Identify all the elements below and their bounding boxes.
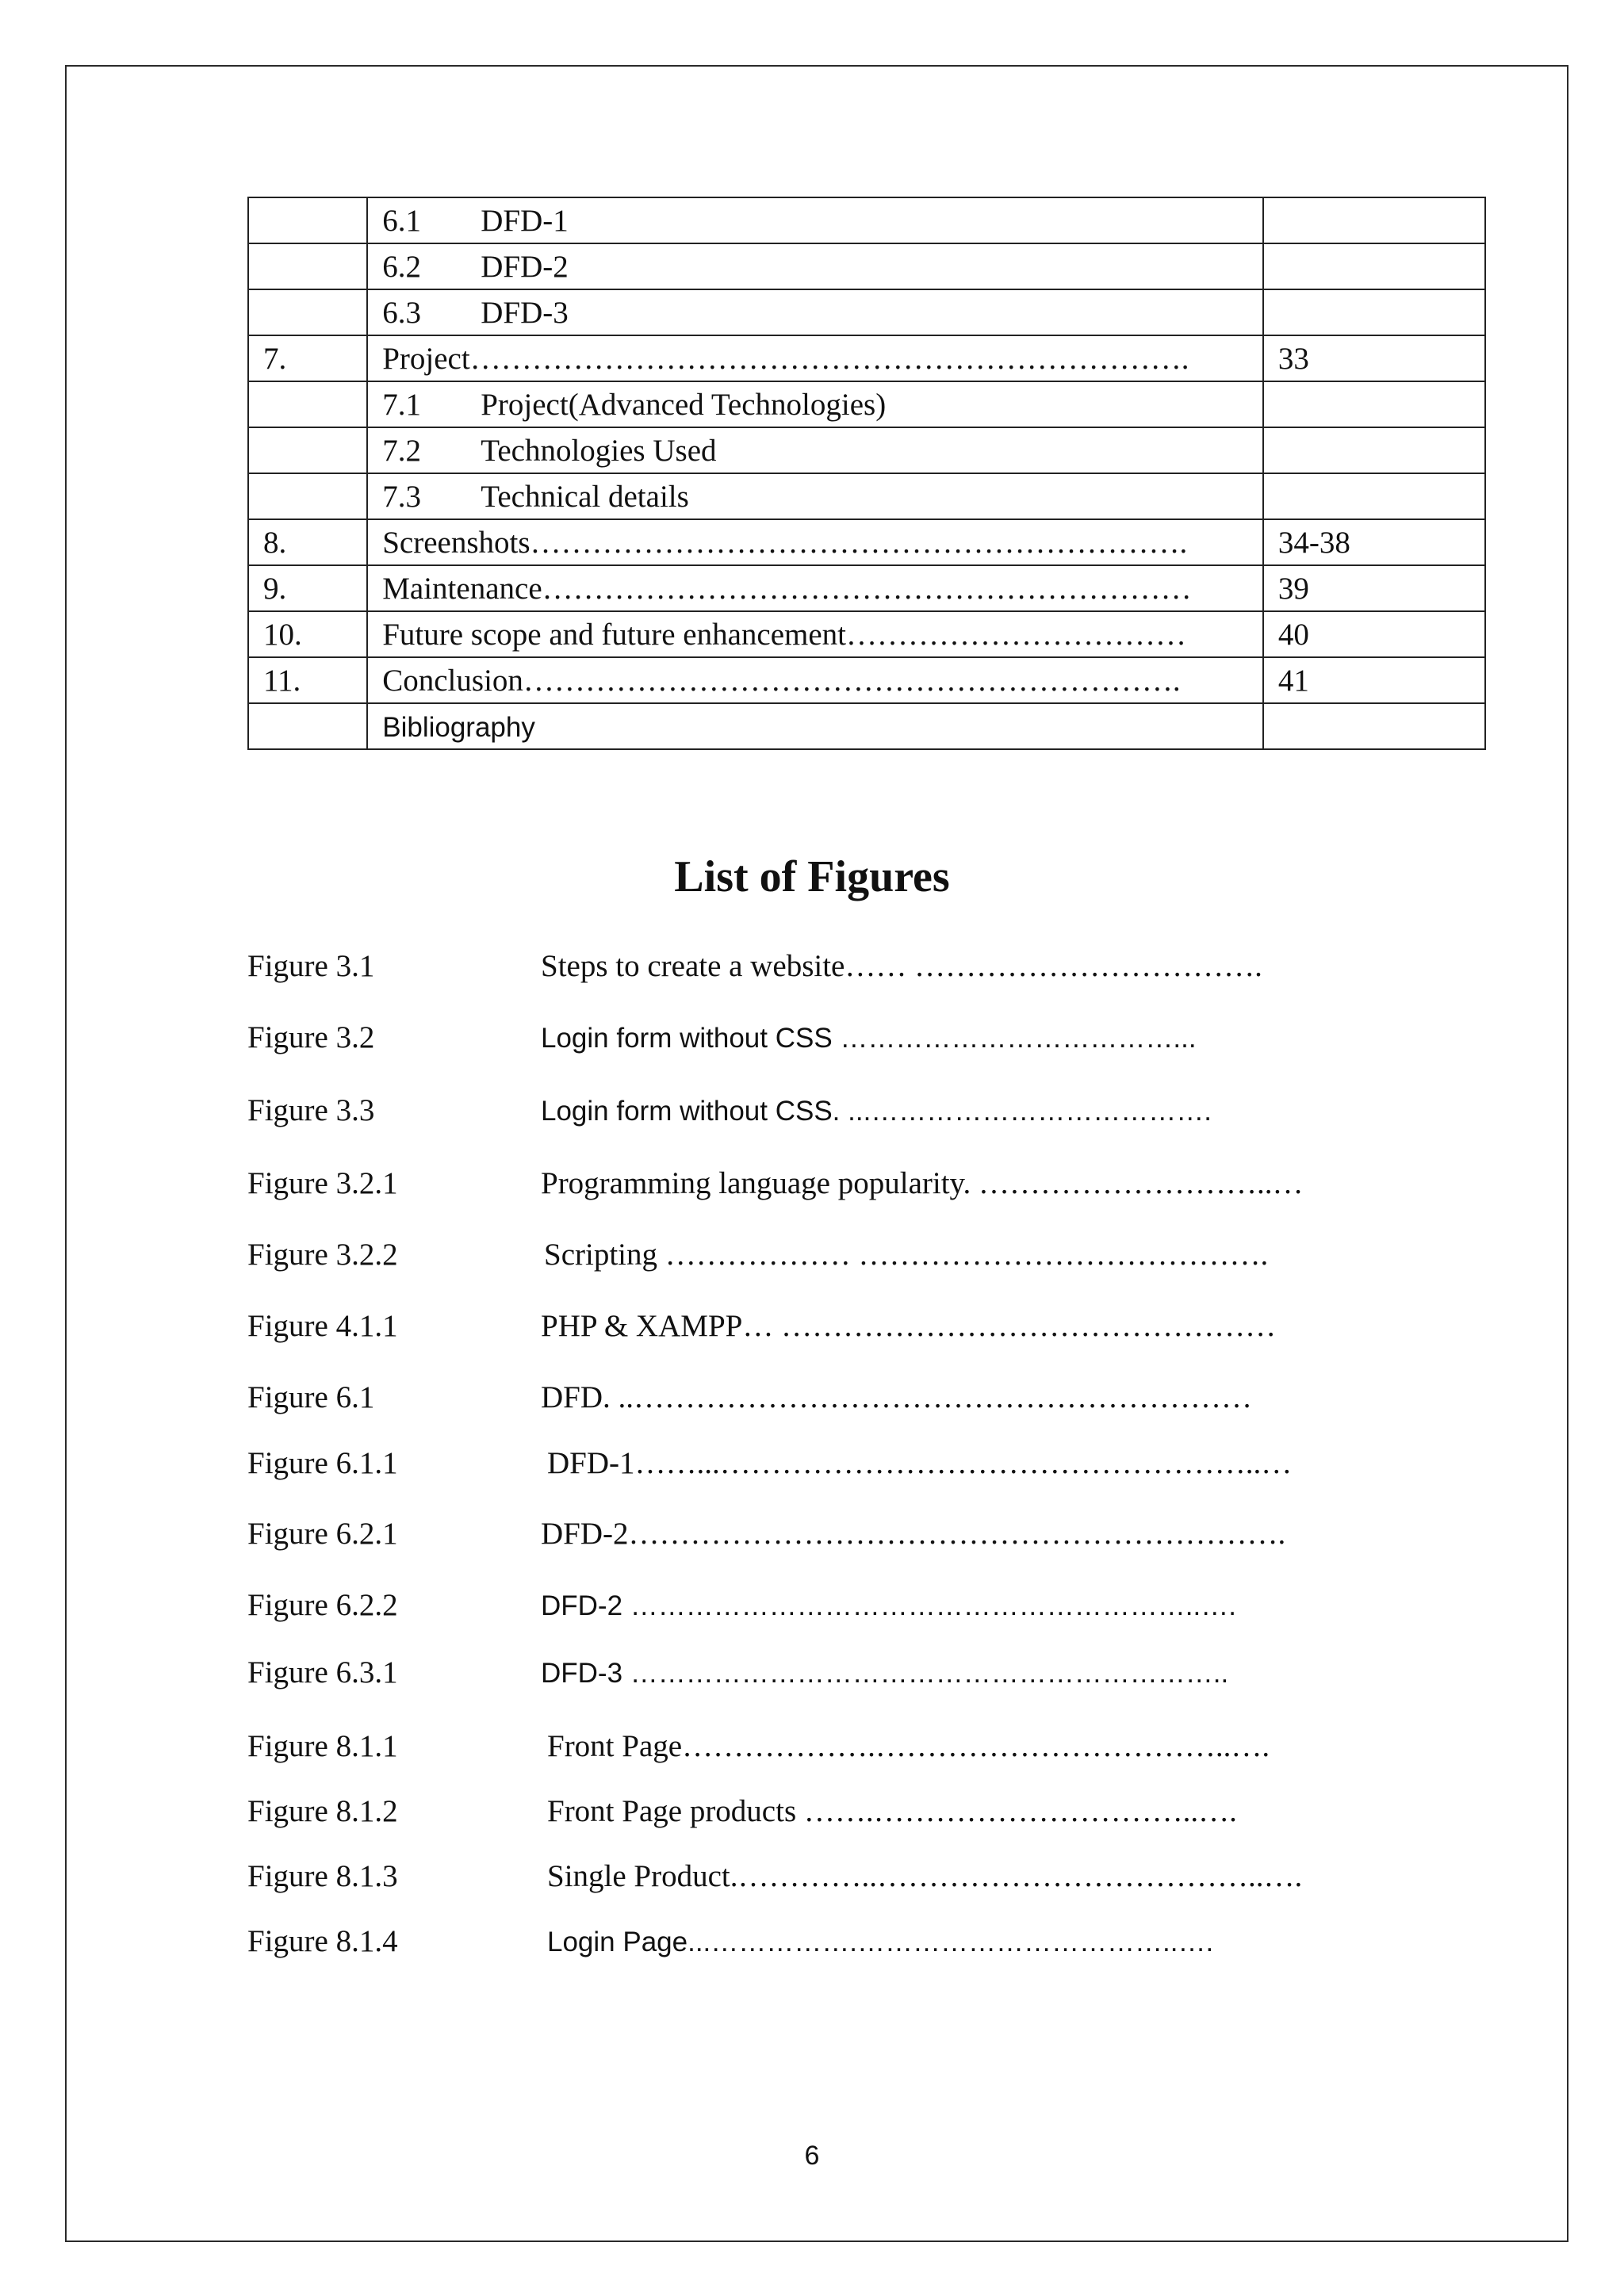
toc-title: DFD-2 (481, 249, 569, 284)
toc-subnumber: 6.2 (382, 249, 421, 284)
toc-number (248, 703, 367, 749)
toc-title: Technical details (481, 479, 689, 514)
toc-page (1263, 197, 1485, 243)
figure-caption: DFD-2………………………………………………………. (541, 1517, 1286, 1551)
toc-page: 40 (1263, 611, 1485, 657)
figure-caption: Steps to create a website…… ……………………………. (541, 949, 1262, 983)
toc-row (248, 703, 1485, 749)
toc-title: DFD-3 (481, 295, 569, 330)
toc-number (248, 289, 367, 335)
toc-row (248, 197, 1485, 243)
toc-row (248, 565, 1485, 611)
toc-number: 11. (248, 657, 367, 703)
toc-subnumber: 7.3 (382, 479, 421, 514)
toc-entry (367, 381, 1263, 427)
toc-subnumber: 7.2 (382, 433, 421, 468)
toc-row (248, 473, 1485, 519)
figure-entry (247, 1308, 1276, 1344)
toc-number (248, 243, 367, 289)
figure-caption: Scripting ……………… …………………………………. (544, 1238, 1269, 1272)
figure-number: Figure 6.2.2 (247, 1588, 398, 1622)
toc-title: Future scope and future enhancement…………………………… (382, 617, 1187, 652)
toc-subnumber: 6.3 (382, 295, 421, 330)
figure-number: Figure 8.1.3 (247, 1859, 398, 1893)
figure-caption: DFD-2 ……………………………………………………..…. (541, 1590, 1236, 1621)
figure-number: Figure 8.1.2 (247, 1794, 398, 1828)
toc-title: DFD-1 (481, 203, 569, 238)
figure-entry (247, 1516, 1285, 1552)
toc-row (248, 381, 1485, 427)
figure-entry (247, 1728, 1270, 1764)
toc-page (1263, 427, 1485, 473)
toc-entry (367, 473, 1263, 519)
toc-entry (367, 611, 1263, 657)
toc-number: 8. (248, 519, 367, 565)
figure-entry (247, 1445, 1292, 1481)
toc-number (248, 197, 367, 243)
toc-row (248, 289, 1485, 335)
figure-entry (247, 1380, 1252, 1415)
toc-page (1263, 381, 1485, 427)
toc-page (1263, 703, 1485, 749)
figure-entry (247, 1020, 1197, 1055)
toc-entry (367, 565, 1263, 611)
figure-entry (247, 1587, 1236, 1623)
toc-page (1263, 473, 1485, 519)
toc-number: 7. (248, 335, 367, 381)
toc-page: 41 (1263, 657, 1485, 703)
toc-number (248, 427, 367, 473)
toc-title: Screenshots………………………………………………………. (382, 525, 1188, 560)
page-number: 6 (804, 2141, 820, 2171)
toc-entry (367, 289, 1263, 335)
figure-caption: Login Page...…………….……………………………..…. (547, 1927, 1214, 1957)
toc-page (1263, 243, 1485, 289)
figure-caption: Front Page products …….…………………………..…. (547, 1794, 1237, 1828)
figure-number: Figure 8.1.1 (247, 1729, 398, 1763)
figure-number: Figure 6.1 (247, 1380, 375, 1414)
figure-number: Figure 6.1.1 (247, 1446, 398, 1480)
figure-entry (247, 1793, 1237, 1829)
figure-caption: PHP & XAMPP… ………………………………………… (541, 1309, 1277, 1343)
figure-entry (247, 1165, 1304, 1201)
toc-title: Bibliography (382, 711, 535, 743)
toc-entry (367, 657, 1263, 703)
toc-title: Technologies Used (481, 433, 717, 468)
figure-number: Figure 3.2.2 (247, 1238, 398, 1272)
toc-entry (367, 703, 1263, 749)
table-of-contents (247, 197, 1486, 750)
figure-number: Figure 6.3.1 (247, 1655, 398, 1689)
toc-row (248, 657, 1485, 703)
toc-entry (367, 335, 1263, 381)
toc-page: 34-38 (1263, 519, 1485, 565)
toc-row (248, 243, 1485, 289)
figure-number: Figure 3.2 (247, 1020, 375, 1054)
figure-caption: DFD. ..…………………………………………………… (541, 1380, 1253, 1414)
toc-entry (367, 197, 1263, 243)
toc-row (248, 519, 1485, 565)
figure-caption: Programming language popularity. ………………………..… (541, 1166, 1304, 1200)
figure-caption: Front Page……………….……………………………..…. (547, 1729, 1270, 1763)
toc-row (248, 335, 1485, 381)
figure-number: Figure 3.3 (247, 1093, 375, 1127)
figure-entry (247, 1858, 1302, 1894)
figure-entry (247, 948, 1262, 984)
toc-page: 39 (1263, 565, 1485, 611)
figure-number: Figure 3.1 (247, 949, 375, 983)
figure-entry (247, 1923, 1213, 1959)
figure-number: Figure 3.2.1 (247, 1166, 398, 1200)
figure-caption: DFD-1……...……………………………………………..… (547, 1446, 1293, 1480)
toc-title: Project(Advanced Technologies) (481, 387, 887, 422)
figure-number: Figure 4.1.1 (247, 1309, 398, 1343)
figure-caption: Single Product.…………..………………………………..…. (547, 1859, 1303, 1893)
list-of-figures-title: List of Figures (674, 852, 950, 901)
toc-subnumber: 6.1 (382, 203, 421, 238)
toc-title: Conclusion………………………………………………………. (382, 663, 1181, 698)
toc-entry (367, 243, 1263, 289)
figure-entry (247, 1093, 1212, 1128)
figure-entry (247, 1237, 1268, 1272)
figure-number: Figure 8.1.4 (247, 1924, 398, 1958)
figure-number: Figure 6.2.1 (247, 1517, 398, 1551)
figure-caption: Login form without CSS. ...………………………………. (541, 1096, 1212, 1127)
toc-title: Project……………………………………………………………. (382, 341, 1189, 376)
toc-number: 10. (248, 611, 367, 657)
toc-number (248, 473, 367, 519)
figure-entry (247, 1655, 1228, 1690)
toc-page (1263, 289, 1485, 335)
toc-number: 9. (248, 565, 367, 611)
toc-entry (367, 427, 1263, 473)
toc-subnumber: 7.1 (382, 387, 421, 422)
toc-page: 33 (1263, 335, 1485, 381)
toc-entry (367, 519, 1263, 565)
toc-row (248, 427, 1485, 473)
toc-title: Maintenance……………………………………………………… (382, 571, 1192, 606)
figure-caption: DFD-3 ……………………………………………………….. (541, 1658, 1229, 1689)
figure-caption: Login form without CSS ………………………………... (541, 1023, 1197, 1054)
toc-number (248, 381, 367, 427)
toc-row (248, 611, 1485, 657)
